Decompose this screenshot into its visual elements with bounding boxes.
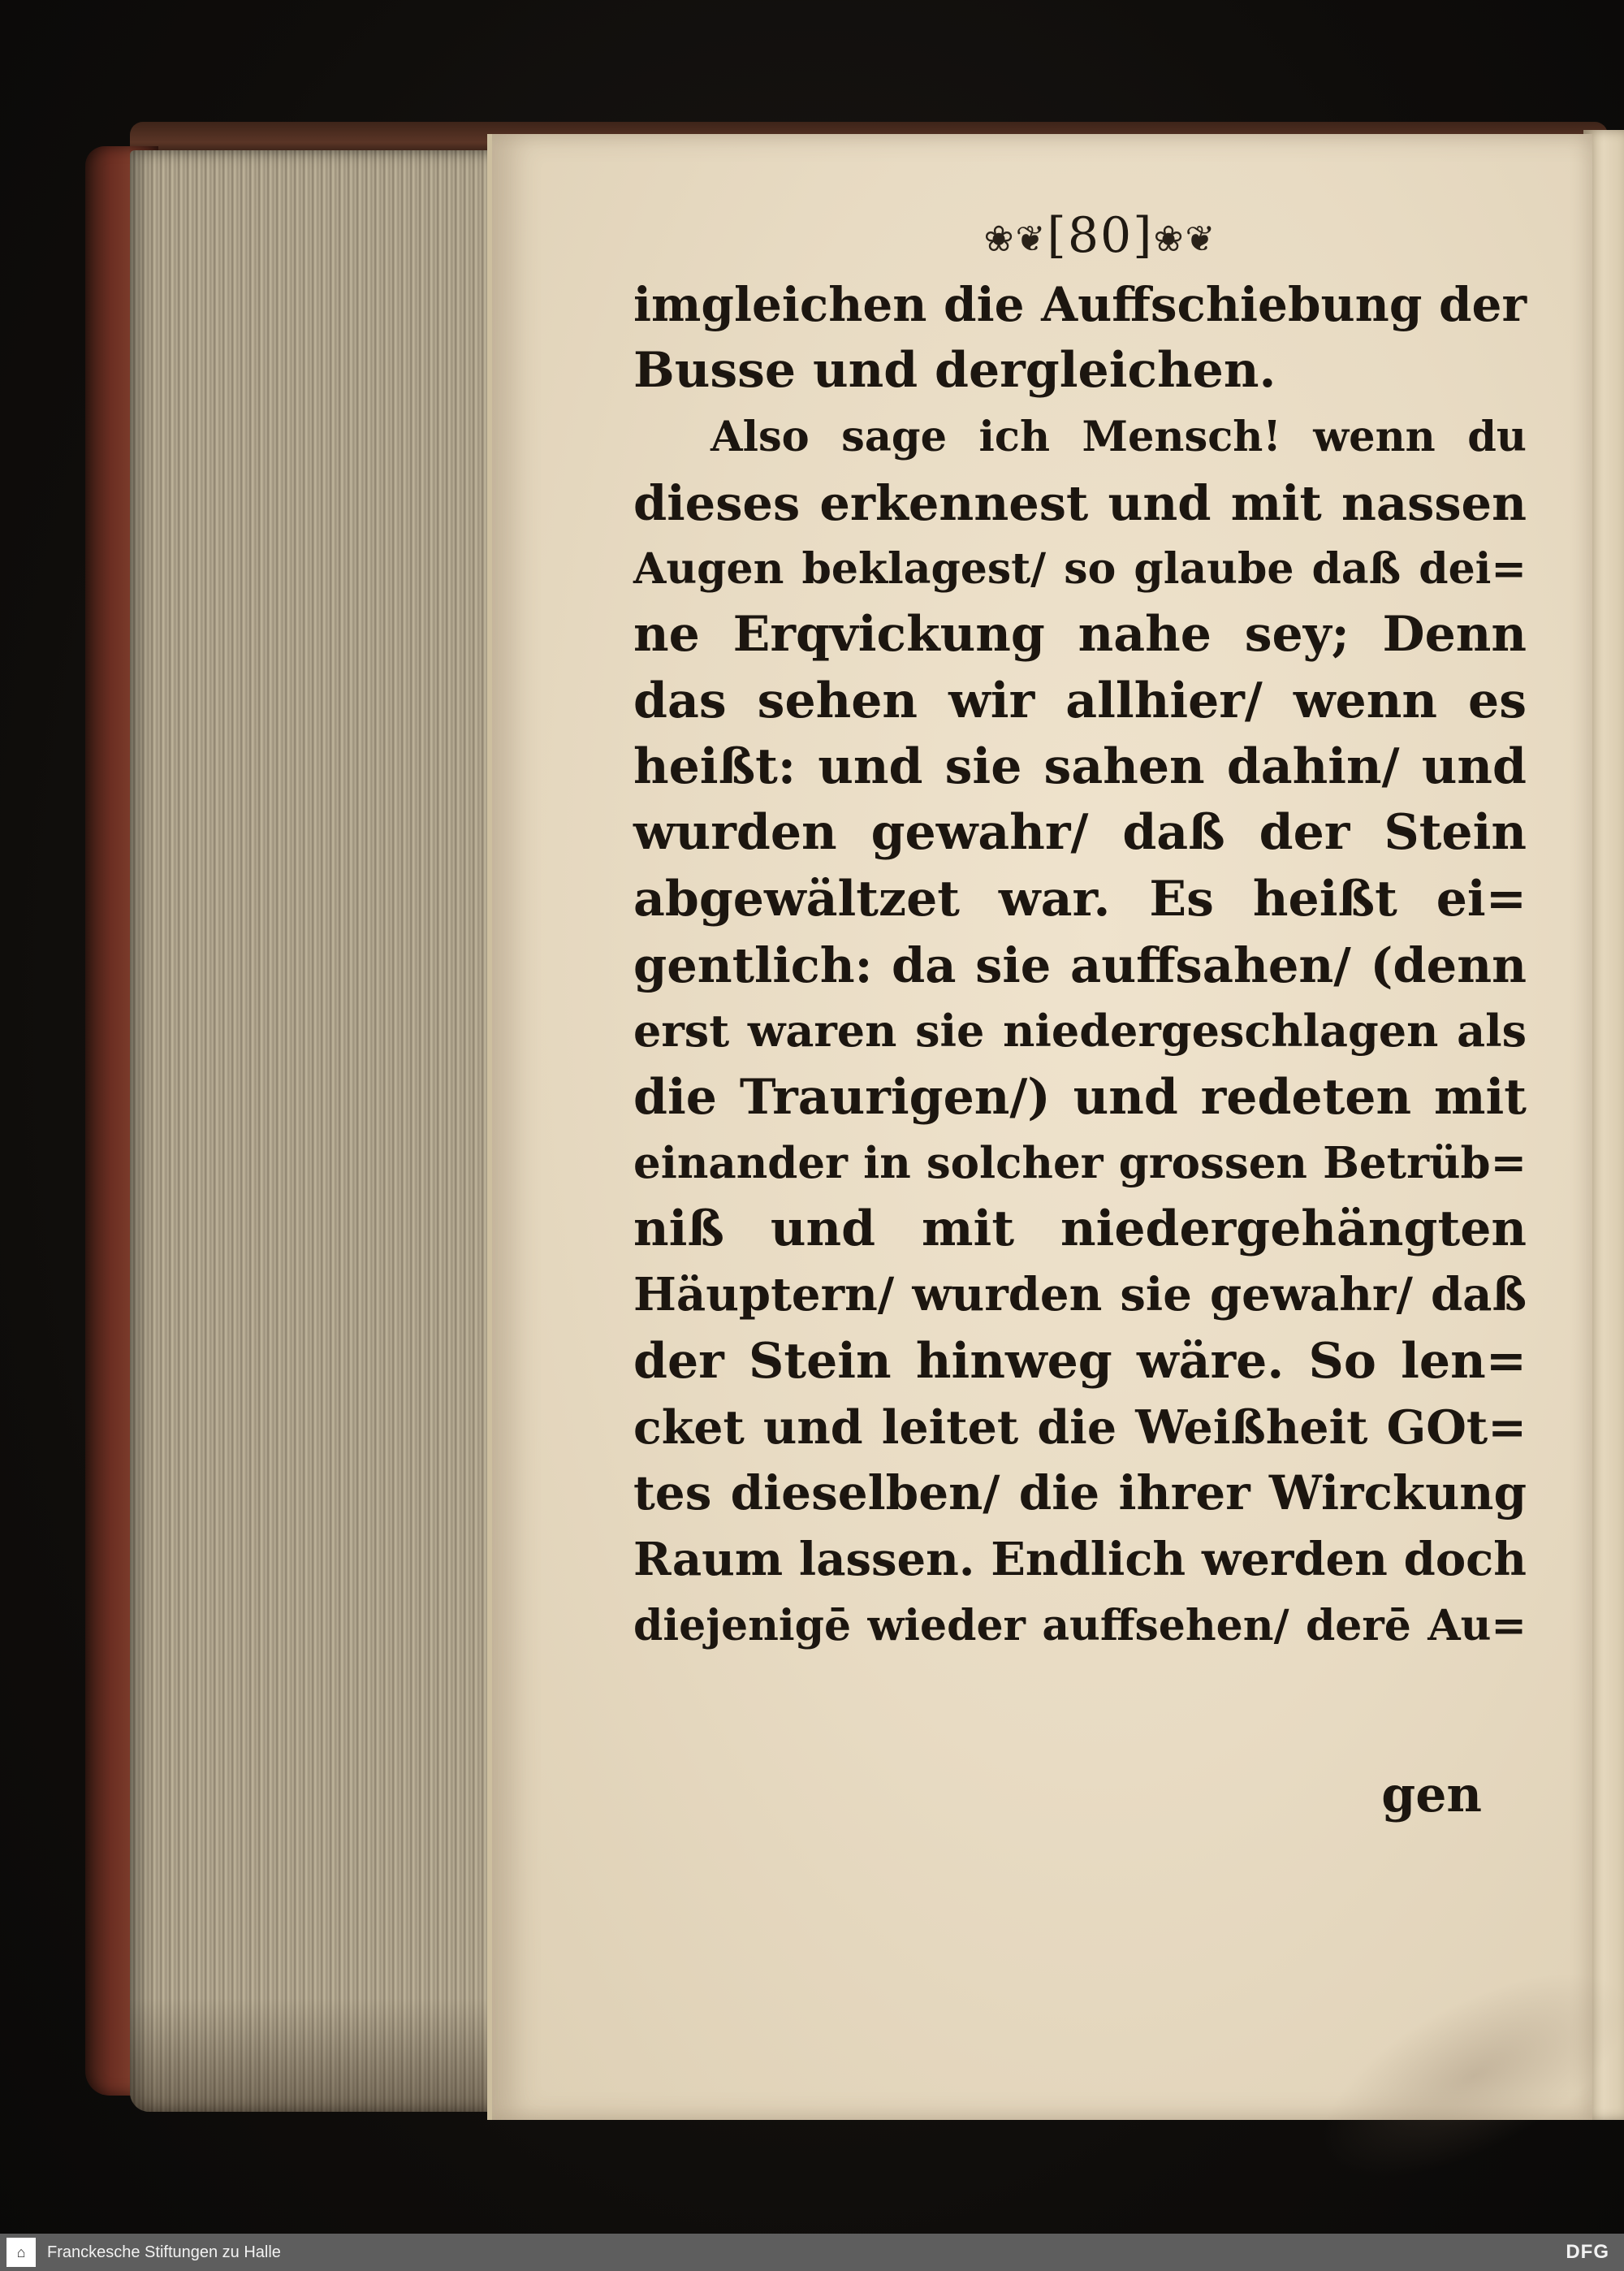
text-line: imgleichen die Auffschiebung der <box>633 277 1527 332</box>
text-line: Also sage ich Mensch! wenn du <box>710 412 1527 461</box>
text-line: Häuptern/ wurden sie gewahr/ daß <box>633 1268 1527 1322</box>
page-number: [80] <box>1047 207 1154 264</box>
text-line: erst waren sie niedergeschlagen als <box>633 1005 1527 1058</box>
text-line: niß und mit niedergehängten <box>633 1200 1527 1258</box>
page-stain <box>1289 1931 1624 2220</box>
institution-label[interactable]: Franckesche Stiftungen zu Halle <box>47 2243 281 2261</box>
dfg-logo[interactable]: DFG <box>1566 2241 1609 2263</box>
header-ornament-left: ❀❦ <box>983 218 1047 260</box>
text-line: diejenigē wieder auffsehen/ derē Au= <box>633 1600 1527 1650</box>
text-line: dieses erkennest und mit nassen <box>633 474 1527 531</box>
francke-foundation-logo-icon[interactable]: ⌂ <box>6 2238 36 2267</box>
text-line: das sehen wir allhier/ wenn es <box>633 672 1527 729</box>
text-line: gentlich: da sie auffsahen/ (denn <box>633 937 1527 993</box>
text-line: Augen beklagest/ so glaube daß dei= <box>633 544 1527 595</box>
text-line: wurden gewahr/ daß der Stein <box>633 804 1527 862</box>
text-line: heißt: und sie sahen dahin/ und <box>633 738 1527 796</box>
page-block-fore-edge <box>130 150 516 2112</box>
text-line: cket und leitet die Weißheit GOt= <box>633 1400 1527 1456</box>
text-line: Busse und dergleichen. <box>633 342 1276 400</box>
text-line: der Stein hinweg wäre. So len= <box>633 1332 1527 1390</box>
text-line: Raum lassen. Endlich werden doch <box>633 1532 1527 1586</box>
page-header <box>946 207 1255 264</box>
catchword: gen <box>1381 1767 1482 1823</box>
viewer-footer-bar <box>0 2234 1624 2271</box>
page-text-block <box>633 272 1527 1659</box>
text-line: abgewältzet war. Es heißt ei= <box>633 870 1527 928</box>
text-line: die Traurigen/) und redeten mit <box>633 1068 1527 1126</box>
text-line: tes dieselben/ die ihrer Wirckung <box>633 1465 1527 1521</box>
header-ornament-right: ❀❦ <box>1153 218 1217 260</box>
text-line: einander in solcher grossen Betrüb= <box>633 1137 1527 1188</box>
text-line: ne Erqvickung nahe sey; Denn <box>633 606 1527 664</box>
